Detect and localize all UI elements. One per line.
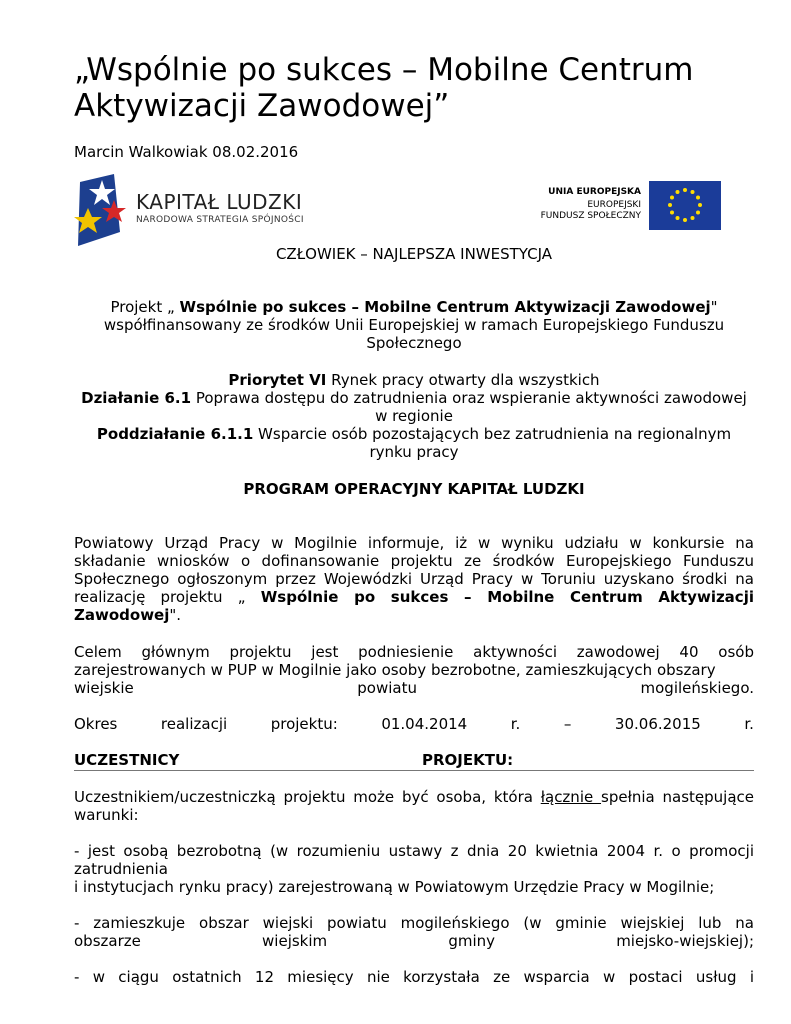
kapital-ludzki-stars-icon	[74, 172, 134, 248]
eu-line-2: EUROPEJSKI	[587, 200, 641, 210]
document-title: „Wspólnie po sukces – Mobilne Centrum Aktywizacji Zawodowej”	[74, 52, 694, 124]
project-period: Okres realizacji projektu: 01.04.2014 r. – 30.06.2015 r.	[74, 715, 754, 733]
kapital-ludzki-title: KAPITAŁ LUDZKI	[136, 190, 303, 214]
eu-flag-icon	[649, 181, 721, 230]
project-description: Projekt „ Wspólnie po sukces – Mobilne Centrum Aktywizacji Zawodowej" współfinansowany ze środków Unii Europejskiej w ramach Europejskiego Funduszu Społecznego	[103, 298, 725, 352]
action-line: Działanie 6.1 Poprawa dostępu do zatrudnienia oraz wspieranie aktywności zawodowej w regionie	[81, 389, 747, 425]
author-date: Marcin Walkowiak 08.02.2016	[74, 143, 299, 161]
kapital-ludzki-subtitle: NARODOWA STRATEGIA SPÓJNOŚCI	[136, 215, 304, 225]
project-name: Wspólnie po sukces – Mobilne Centrum Aktywizacji Zawodowej	[179, 298, 711, 316]
condition-2: - zamieszkuje obszar wiejski powiatu mogileńskiego (w gminie wiejskiej lub na obszarze wiejskim gminy miejsko-wiejskiej);	[74, 914, 754, 950]
kapital-ludzki-logo	[74, 172, 314, 248]
eu-line-1: UNIA EUROPEJSKA	[548, 187, 641, 197]
goal-paragraph: Celem głównym projektu jest podniesienie aktywności zawodowej 40 osób zarejestrowanych w PUP w Mogilnie jako osoby bezrobotne, zamieszkujących obszary wiejskie powiatu mogileńskiego.	[74, 643, 754, 697]
subaction-line: Poddziałanie 6.1.1 Wsparcie osób pozostających bez zatrudnienia na regionalnym rynku pracy	[96, 425, 732, 461]
participants-heading: UCZESTNICY PROJEKTU:	[74, 751, 754, 771]
condition-3: - w ciągu ostatnich 12 miesięcy nie korzystała ze wsparcia w postaci usług i	[74, 968, 754, 986]
slogan: CZŁOWIEK – NAJLEPSZA INWESTYCJA	[275, 245, 553, 263]
eu-line-3: FUNDUSZ SPOŁECZNY	[540, 211, 641, 221]
eu-logo	[540, 181, 721, 231]
program-heading: PROGRAM OPERACYJNY KAPITAŁ LUDZKI	[243, 480, 585, 498]
participants-paragraph: Uczestnikiem/uczestniczką projektu może być osoba, która łącznie spełnia następujące warunki:	[74, 788, 754, 824]
priority-block	[74, 371, 754, 461]
condition-1: - jest osobą bezrobotną (w rozumieniu ustawy z dnia 20 kwietnia 2004 r. o promocji zatrudnienia i instytucjach rynku pracy) zarejestrowaną w Powiatowym Urzędzie Pracy w Mogilnie;	[74, 842, 754, 896]
intro-paragraph: Powiatowy Urząd Pracy w Mogilnie informuje, iż w wyniku udziału w konkursie na składanie wniosków o dofinansowanie projektu ze środków Europejskiego Funduszu Społecznego ogłoszonym przez Wojewódzki Urząd Pracy w Toruniu uzyskano środki na realizację projektu „ Wspólnie po sukces – Mobilne Centrum Aktywizacji Zawodowej".	[74, 534, 754, 624]
priority-line: Priorytet VI Rynek pracy otwarty dla wszystkich	[228, 371, 600, 389]
